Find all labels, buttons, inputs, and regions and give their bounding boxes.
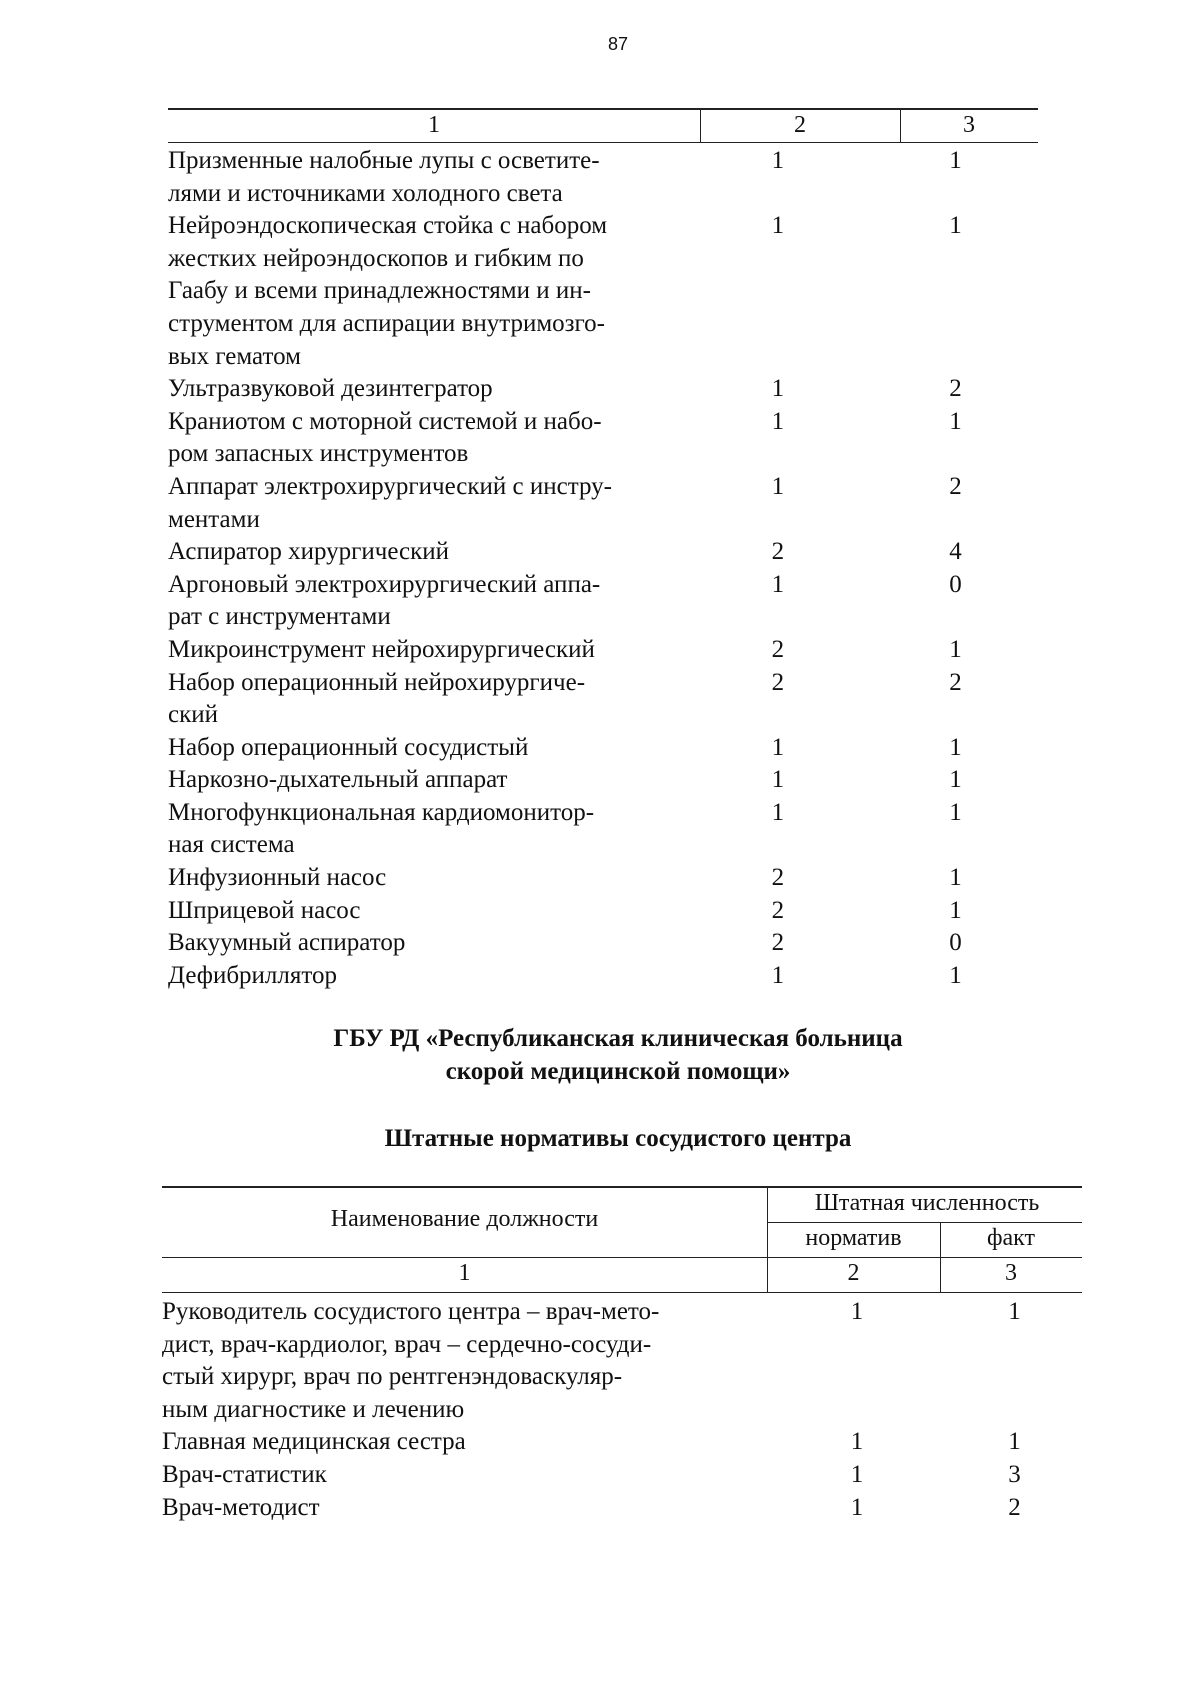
row-norm-value: 1 bbox=[771, 407, 785, 435]
row-norm-value: 1 bbox=[771, 212, 785, 240]
row-norm-value: 1 bbox=[850, 1428, 864, 1456]
row-name-line: струментом для аспирации внутримозго- bbox=[168, 309, 605, 337]
row-name bbox=[168, 471, 673, 536]
column-staff-header: Штатная численность bbox=[814, 1190, 1040, 1216]
row-fact-value: 3 bbox=[1008, 1460, 1021, 1488]
row-name bbox=[168, 797, 673, 862]
row-norm-value: 1 bbox=[771, 798, 785, 826]
row-norm-value: 1 bbox=[850, 1460, 864, 1488]
row-norm-value: 1 bbox=[771, 766, 785, 794]
table-row bbox=[162, 1296, 1082, 1426]
row-name-line: ная система bbox=[168, 831, 295, 859]
column-number-2: 2 bbox=[847, 1260, 860, 1286]
row-name-line: Многофункциональная кардиомонитор- bbox=[168, 798, 595, 826]
table-row bbox=[168, 764, 1038, 797]
table-row bbox=[168, 145, 1038, 210]
equipment-table-header bbox=[168, 108, 1038, 143]
equipment-table bbox=[168, 108, 1038, 992]
row-fact-value: 1 bbox=[1008, 1428, 1021, 1456]
row-fact-value: 2 bbox=[949, 375, 962, 403]
table-row bbox=[168, 667, 1038, 732]
organization-heading bbox=[0, 1022, 1200, 1088]
row-norm-value: 1 bbox=[771, 375, 785, 403]
row-name-line: Дефибриллятор bbox=[168, 961, 337, 989]
row-name-line: Шприцевой насос bbox=[168, 896, 361, 924]
row-name-line: Аспиратор хирургический bbox=[168, 538, 450, 566]
table-row bbox=[168, 732, 1038, 765]
staffing-table-body bbox=[162, 1296, 1082, 1524]
row-fact-value: 1 bbox=[1008, 1298, 1021, 1325]
column-position-header: Наименование должности bbox=[330, 1206, 599, 1232]
row-fact-value: 0 bbox=[949, 929, 962, 957]
row-name-line: Ультразвуковой дезинтегратор bbox=[168, 375, 493, 403]
page-number: 87 bbox=[607, 34, 629, 54]
column-number-3: 3 bbox=[963, 112, 975, 138]
row-norm-value: 2 bbox=[771, 929, 785, 957]
row-name bbox=[168, 145, 673, 210]
row-name-line: Микроинструмент нейрохирургический bbox=[168, 635, 595, 663]
table-row bbox=[168, 373, 1038, 406]
organization-heading-line-1: ГБУ РД «Республиканская клиническая больница bbox=[333, 1025, 903, 1052]
table-row bbox=[168, 862, 1038, 895]
row-name-line: ментами bbox=[168, 505, 260, 533]
column-number-2: 2 bbox=[794, 112, 806, 138]
staffing-table-header bbox=[162, 1186, 1082, 1294]
row-fact-value: 1 bbox=[949, 407, 962, 435]
row-norm-value: 1 bbox=[850, 1493, 864, 1521]
column-number-3: 3 bbox=[1005, 1260, 1017, 1286]
row-name-line: Набор операционный сосудистый bbox=[168, 733, 529, 761]
row-name-line: Инфузионный насос bbox=[168, 864, 387, 892]
row-fact-value: 1 bbox=[949, 766, 962, 794]
row-name-line: Вакуумный аспиратор bbox=[168, 929, 406, 957]
row-name-line: вых гематом bbox=[168, 342, 301, 370]
row-name-line: жестких нейроэндоскопов и гибким по bbox=[168, 244, 584, 272]
row-name-line: Аппарат электрохирургический с инстру- bbox=[168, 472, 612, 500]
row-norm-value: 1 bbox=[850, 1298, 864, 1325]
row-name-line: стый хирург, врач по рентгенэндоваскуляр- bbox=[162, 1363, 623, 1391]
row-name-line: Аргоновый электрохирургический аппа- bbox=[168, 570, 601, 598]
row-name bbox=[168, 862, 673, 895]
row-name bbox=[168, 210, 673, 373]
row-name-line: Краниотом с моторной системой и набо- bbox=[168, 407, 602, 435]
row-name bbox=[168, 569, 673, 634]
row-fact-value: 1 bbox=[949, 147, 962, 174]
table-row bbox=[162, 1426, 1082, 1459]
row-name-line: Главная медицинская сестра bbox=[162, 1428, 466, 1456]
section-title: Штатные нормативы сосудистого центра bbox=[384, 1125, 852, 1152]
table-row bbox=[168, 927, 1038, 960]
row-norm-value: 2 bbox=[771, 538, 785, 566]
table-row bbox=[168, 895, 1038, 928]
row-name-line: Набор операционный нейрохирургиче- bbox=[168, 668, 586, 696]
row-norm-value: 1 bbox=[771, 570, 785, 598]
row-name bbox=[168, 536, 673, 569]
staffing-table bbox=[162, 1186, 1082, 1524]
row-name-line: Врач-методист bbox=[162, 1493, 320, 1521]
equipment-table-body bbox=[168, 145, 1038, 992]
row-name bbox=[162, 1426, 757, 1459]
table-row bbox=[162, 1492, 1082, 1525]
row-fact-value: 1 bbox=[949, 896, 962, 924]
row-norm-value: 1 bbox=[771, 472, 785, 500]
row-fact-value: 1 bbox=[949, 212, 962, 240]
table-row bbox=[168, 960, 1038, 993]
row-name bbox=[168, 960, 673, 993]
row-norm-value: 2 bbox=[771, 864, 785, 892]
row-fact-value: 2 bbox=[1008, 1493, 1021, 1521]
row-name bbox=[162, 1459, 757, 1492]
row-name-line: ным диагностике и лечению bbox=[162, 1395, 465, 1423]
row-name bbox=[168, 895, 673, 928]
row-fact-value: 2 bbox=[949, 472, 962, 500]
row-name-line: рат с инструментами bbox=[168, 603, 391, 631]
row-name bbox=[162, 1492, 757, 1525]
table-row bbox=[162, 1459, 1082, 1492]
row-fact-value: 0 bbox=[949, 570, 962, 598]
row-name bbox=[168, 732, 673, 765]
table-row bbox=[168, 210, 1038, 373]
column-number-1: 1 bbox=[428, 112, 440, 138]
row-name bbox=[168, 667, 673, 732]
row-fact-value: 1 bbox=[949, 635, 962, 663]
row-name-line: Врач-статистик bbox=[162, 1460, 327, 1488]
row-norm-value: 2 bbox=[771, 635, 785, 663]
row-norm-value: 2 bbox=[771, 896, 785, 924]
column-fact-header: факт bbox=[986, 1225, 1036, 1251]
row-norm-value: 1 bbox=[771, 961, 785, 989]
row-name-line: Призменные налобные лупы с осветите- bbox=[168, 147, 600, 174]
row-norm-value: 1 bbox=[771, 733, 785, 761]
row-fact-value: 1 bbox=[949, 733, 962, 761]
row-name bbox=[168, 373, 673, 406]
row-name-line: Наркозно-дыхательный аппарат bbox=[168, 766, 508, 794]
column-number-1: 1 bbox=[458, 1260, 471, 1286]
row-name-line: Гаабу и всеми принадлежностями и ин- bbox=[168, 277, 591, 305]
row-name bbox=[168, 634, 673, 667]
row-norm-value: 2 bbox=[771, 668, 785, 696]
row-name bbox=[168, 764, 673, 797]
row-name bbox=[168, 927, 673, 960]
row-name-line: ский bbox=[168, 701, 218, 729]
table-row bbox=[168, 536, 1038, 569]
row-name-line: Руководитель сосудистого центра – врач-мето- bbox=[162, 1298, 660, 1325]
row-name bbox=[162, 1296, 757, 1426]
row-fact-value: 4 bbox=[949, 538, 962, 566]
row-fact-value: 2 bbox=[949, 668, 962, 696]
row-fact-value: 1 bbox=[949, 798, 962, 826]
table-row bbox=[168, 406, 1038, 471]
row-name-line: лями и источниками холодного света bbox=[168, 179, 563, 207]
table-row bbox=[168, 471, 1038, 536]
row-fact-value: 1 bbox=[949, 864, 962, 892]
row-name-line: дист, врач-кардиолог, врач – сердечно-сосуди- bbox=[162, 1330, 652, 1358]
table-row bbox=[168, 797, 1038, 862]
row-name-line: Нейроэндоскопическая стойка с набором bbox=[168, 212, 608, 240]
table-row bbox=[168, 569, 1038, 634]
row-norm-value: 1 bbox=[771, 147, 785, 174]
column-norm-header: норматив bbox=[805, 1225, 902, 1251]
table-row bbox=[168, 634, 1038, 667]
row-name-line: ром запасных инструментов bbox=[168, 440, 469, 468]
row-name bbox=[168, 406, 673, 471]
organization-heading-line-2: скорой медицинской помощи» bbox=[445, 1058, 791, 1085]
row-fact-value: 1 bbox=[949, 961, 962, 989]
